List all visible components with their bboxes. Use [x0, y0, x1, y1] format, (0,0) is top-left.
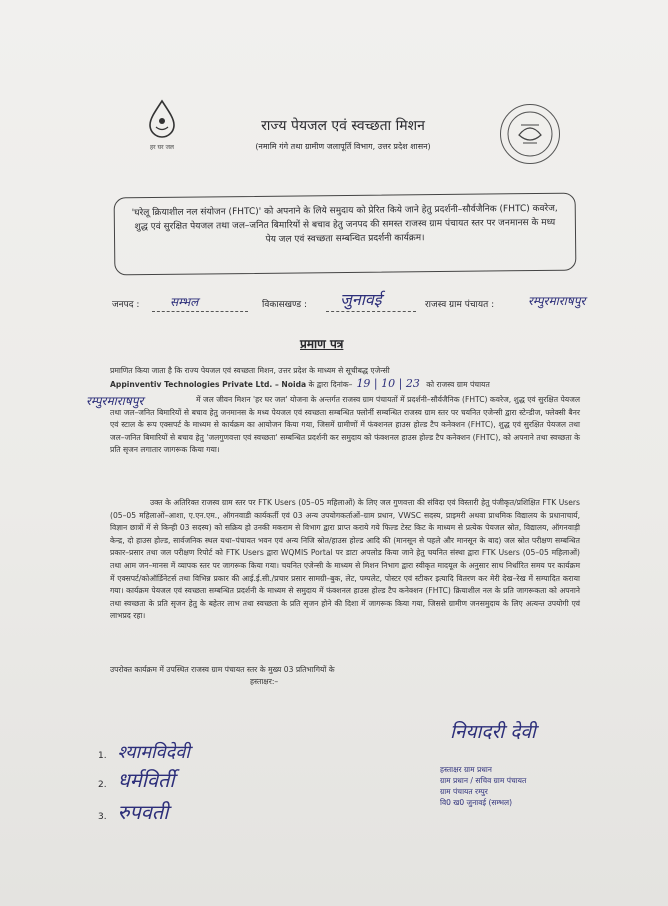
signature-3-number: 3.	[98, 812, 107, 822]
para1-line2	[110, 378, 580, 392]
program-banner-box	[114, 193, 577, 276]
stamp-line2: ग्राम प्रधान / सचिव ग्राम पंचायत	[440, 776, 527, 785]
block-value: जुनावई	[340, 290, 382, 309]
org-subtitle: (नमामि गंगे तथा ग्रामीण जलापूर्ति विभाग, उत्तर प्रदेश शासन)	[255, 142, 431, 151]
gp-value: रम्पुरमाराषपुर	[528, 294, 586, 308]
org-title: राज्य पेयजल एवं स्वच्छता मिशन	[261, 118, 425, 134]
signature-1-name: श्यामविदेवी	[117, 742, 190, 763]
para1-line1: प्रमाणित किया जाता है कि राज्य पेयजल एवं स्वच्छता मिशन, उत्तर प्रदेश के माध्यम से सूचीबद्ध एजेन्सी	[110, 366, 390, 375]
signature-3-name: रुपवती	[117, 800, 169, 824]
para1-rest: में जल जीवन मिशन 'हर घर जल' योजना के अन्तर्गत राजस्व ग्राम पंचायतों में प्रदर्शनी–सौर्वजैनिक (FHTC) कवरेज, शुद्ध एवं सुरक्षित पेयजल तथा जल–जनित बिमारियों से बचाव हेतु जनमानस के मध्य पेयजल एवं स्वच्छता सम्बन्धित फ्लोर्नी सम्बन्धित राजस्व ग्राम स्तर पर चयनित एजेन्सी द्वारा स्टेन्डीज, फ्लेक्सी बैनर एवं स्टाल के रूप एक्सपर्ट के माध्यम से कार्यक्रम का आयोजन किया गया, जिसमें ग्रामीणों में फंक्शनल हाउस होल्ड टैप कनेक्शन (FHTC), शुद्ध एवं सुरक्षित पेयजल तथा जल–जनित बिमारियों से बचाव हेतु 'जलगुणवत्ता एवं स्वच्छता' सम्बन्धित प्रदर्शनी कर समुदाय को फंक्शनल हाउस होल्ड टैप कनेक्शन (FHTC), को अपनाने तथा स्वच्छता के प्रति सृजन लगातार जागरूक किया गया।	[110, 395, 580, 455]
official-stamp	[440, 742, 590, 808]
district-label: जनपद :	[112, 300, 140, 310]
program-banner-text: 'घरेलू क्रियाशील नल संयोजन (FHTC)' को अपनाने के लिये समुदाय को प्रेरित किये जाने हेतु प्रदर्शनी–सौर्वजैनिक (FHTC) कवरेज, शुद्ध एवं सुरक्षित पेयजल तथा जल–जनित बिमारियों से बचाव हेतु जनपद की समस्त राजस्व ग्राम पंचायत स्तर पर जनमानस के मध्य पेय जल एवं स्वच्छता सम्बन्धित प्रदर्शनी कार्यक्रम।	[131, 203, 558, 245]
agency-name: Appinventiv Technologies Private Ltd. – Noida	[110, 380, 307, 389]
gp-label: राजस्व ग्राम पंचायत :	[425, 300, 495, 310]
gp-handwritten: रम्पुरमाराषपुर	[86, 394, 144, 408]
signature-2-number: 2.	[98, 780, 107, 790]
signature-3	[98, 798, 169, 825]
block-underline	[326, 311, 416, 312]
stamp-line4: वि0 ख0 जुनावई (सम्भल)	[440, 798, 512, 807]
certificate-title: प्रमाण पत्र	[300, 337, 344, 351]
stamp-line1: हस्ताक्षर ग्राम प्रधान	[440, 765, 492, 774]
signature-1	[98, 740, 190, 764]
jal-jeevan-mission-logo-icon	[132, 95, 192, 155]
block-label: विकासखण्ड :	[262, 300, 308, 310]
signature-2	[98, 766, 175, 793]
signature-1-number: 1.	[98, 751, 107, 761]
para3-line1: उपरोक्त कार्यक्रम में उपस्थित राजस्व ग्राम पंचायत स्तर के मुख्य 03 प्रतिभागियों के	[110, 665, 335, 674]
logo-left-text: हर घर जल	[150, 144, 174, 151]
program-date: 19 | 10 | 23	[356, 377, 420, 390]
up-government-seal-icon	[500, 104, 560, 164]
district-underline	[152, 311, 248, 312]
para2: उक्त के अतिरिक्त राजस्व ग्राम स्तर पर FTK Users (05–05 महिलाओं) के लिए जल गुणवत्ता की संविदा एवं विस्तारी हेतु पंजीकृत/प्रशिक्षित FTK Users (05–05 महिलाओं–आशा, ए.एन.एम., ऑगनवाडी कार्यकर्ती एवं 03 अन्य उपयोगकर्ताओं–ग्राम प्रधान, VWSC सदस्य, प्राइमरी अथवा प्राथमिक विद्यालय के प्रधानाचार्य, विज्ञान छात्रों में से किन्ही 03 सदस्य) को सक्रिय हो उनकी मकराम से विभाग द्वारा प्राप्त कराये गये फिल्ड टेस्ट किट के माध्यम से प्रत्येक पेयजल स्रोत, विद्यालय, ऑगनवाड़ी केन्द्र, दो हाउस होल्ड, सार्वजनिक स्थल यथा–पंचायत भवन एवं अन्य निजि स्रोत/हाउस होल्ड आदि की (मानसून से पहले और मानसून के बाद) जल स्रोत परीक्षण सम्बन्धित प्रकार–प्रसार तथा जल परीक्षण रिपोर्ट को FTK Users द्वारा WQMIS Portal पर डाटा अपलोड किया जाने हेतु चयनित संस्था द्वारा FTK Users (05–05 महिलाओं) तथा आम जन–मानस में व्यापक स्तर पर जागरूक किया गया। चयनित एजेन्सी के माध्यम से मिशन निभाग द्वारा स्वीकृत मादयूल के अनुसार साथ निर्धारित समय पर कार्यक्रम में एक्सपर्ट/कोऑर्डिनेटर्स तथा विभिन्न प्रकार की आई.ई.सी./प्रचार प्रसार सामग्री–बुक, लेट, पम्पलेट, पोस्टर एवं स्टीकर इत्यादि वितरण कर मेरी देख–रेख में सम्पादित कराया गया। कार्यक्रम पेयजल एवं स्वच्छता सम्बन्धित प्रदर्शनी के माध्यम से समुदाय में फंक्शनल हाउस होल्ड टैप कनेक्शन (FHTC) क्रियाशील नल के प्रति जागरूकता को अपनाने तथा स्वच्छता के प्रति सृजन हेतु के बहेतर लाभ तथा स्वच्छता के प्रति सृजन होने की दिशा में जागरूक किया गया, जिससे ग्रामीण जनसमुदाय के लिए अत्यन्त उपयोगी एवं लाभप्रद रहा।	[110, 498, 580, 621]
stamp-line3: ग्राम पंचायत रम्पुर	[440, 787, 488, 796]
signature-2-name: धर्मविर्ती	[117, 768, 175, 792]
para1-after-date: को राजस्व ग्राम पंचायत	[423, 380, 490, 389]
para3-line2: हस्ताक्षर:–	[250, 677, 279, 686]
pradhan-signature: नियादरी देवी	[450, 721, 536, 743]
district-value: सम्भल	[170, 295, 199, 309]
para1-after-agency: के द्वारा दिनांक–	[306, 380, 353, 389]
